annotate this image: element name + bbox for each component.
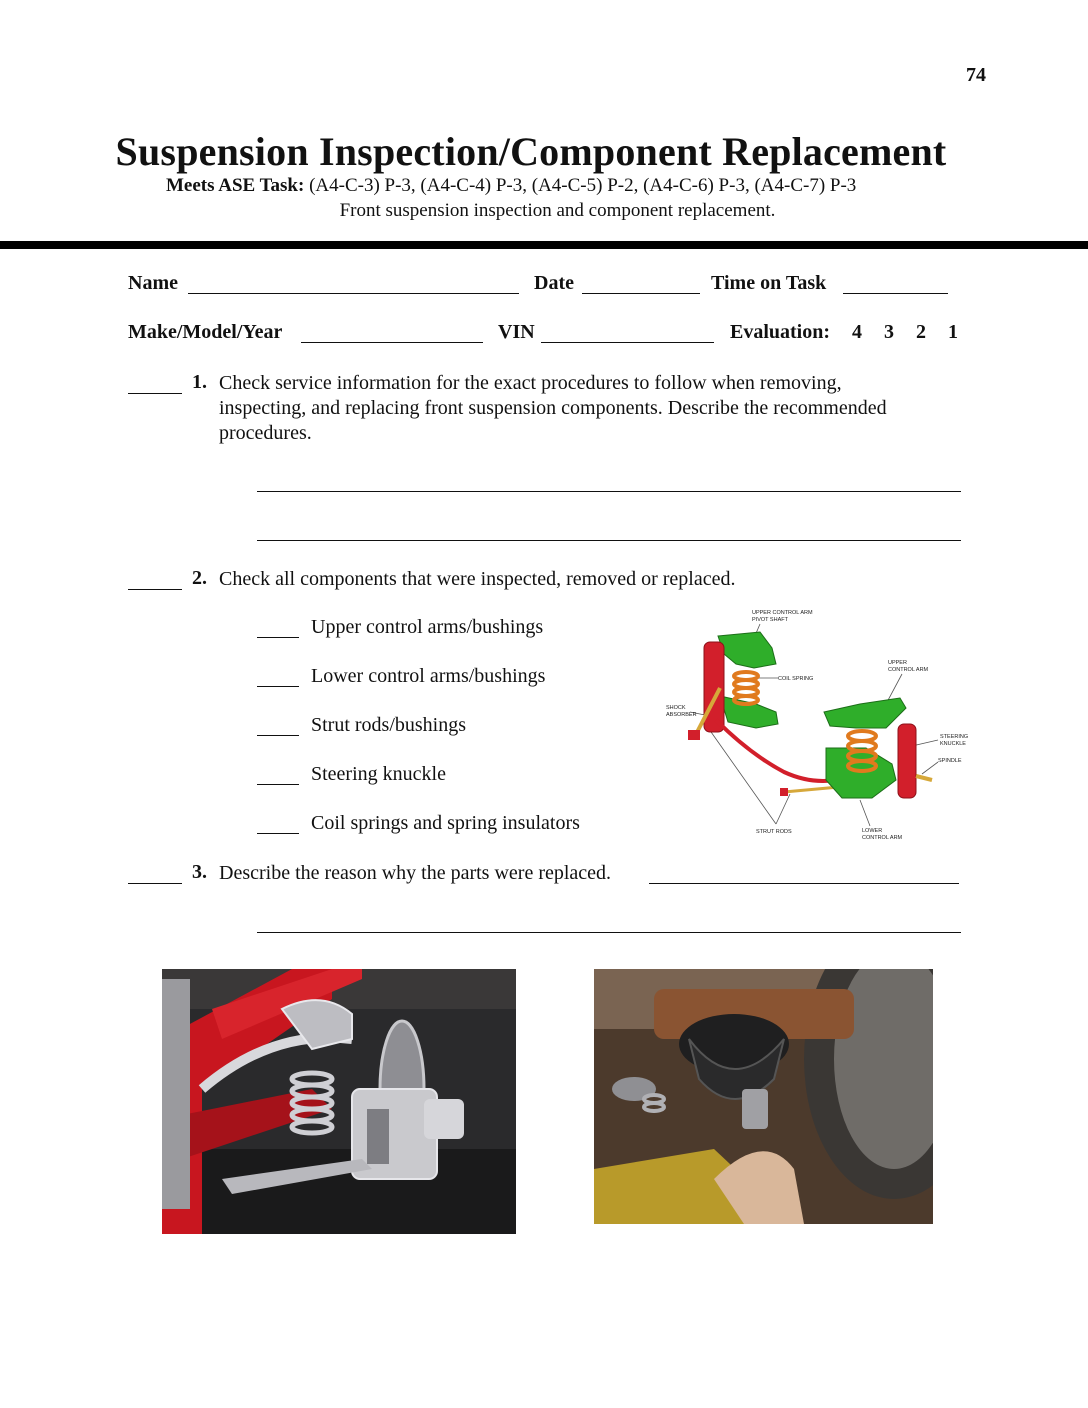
evaluation-label: Evaluation:: [730, 321, 831, 343]
ase-task-line: [166, 175, 856, 197]
ase-task-label: Meets ASE Task:: [166, 175, 305, 196]
diagram-label-upper-arm-2: CONTROL ARM: [888, 667, 929, 673]
q1-line-1: Check service information for the exact procedures to follow when removing,: [219, 372, 842, 394]
name-field[interactable]: [188, 293, 519, 294]
diagram-label-shock-2: ABSORBER: [666, 712, 697, 718]
diagram-label-knuckle: STEERING: [940, 734, 969, 740]
evaluation-score-4[interactable]: 4: [852, 321, 862, 343]
component-check-blank[interactable]: [257, 833, 299, 834]
q2-check-blank[interactable]: [128, 589, 182, 590]
make-model-year-field[interactable]: [301, 342, 483, 343]
time-on-task-field[interactable]: [843, 293, 948, 294]
q1-line-2: inspecting, and replacing front suspension components. Describe the recommended: [219, 397, 887, 419]
component-check-blank[interactable]: [257, 735, 299, 736]
diagram-label-spindle: SPINDLE: [938, 758, 962, 764]
name-label: Name: [128, 272, 178, 294]
q3-answer-line-2[interactable]: [257, 932, 961, 933]
diagram-label-knuckle-2: KNUCKLE: [940, 741, 966, 747]
ase-task-codes: (A4-C-3) P-3, (A4-C-4) P-3, (A4-C-5) P-2, (A4-C-6) P-3, (A4-C-7) P-3: [309, 175, 857, 196]
diagram-label-strut-rods: STRUT RODS: [756, 829, 792, 835]
page-subtitle: Front suspension inspection and component replacement.: [339, 200, 776, 221]
left-suspension-assembly: [688, 632, 778, 740]
time-on-task-label: Time on Task: [711, 272, 827, 294]
diagram-label-upper-arm: UPPER: [888, 660, 907, 666]
evaluation-score-3[interactable]: 3: [884, 321, 894, 343]
q1-answer-line-1[interactable]: [257, 491, 961, 492]
q3-text: Describe the reason why the parts were replaced.: [219, 862, 612, 884]
date-label: Date: [534, 272, 574, 294]
component-check-blank[interactable]: [257, 637, 299, 638]
q2-number: 2.: [192, 567, 207, 589]
header-divider: [0, 241, 1088, 249]
vin-field[interactable]: [541, 342, 714, 343]
component-check-blank[interactable]: [257, 686, 299, 687]
q3-answer-line-1[interactable]: [649, 883, 959, 884]
component-item: Lower control arms/bushings: [311, 665, 546, 687]
suspension-photo-ball-joint: [594, 969, 933, 1224]
component-item: Coil springs and spring insulators: [311, 812, 580, 834]
page-title: Suspension Inspection/Component Replacement: [115, 129, 947, 174]
q3-number: 3.: [192, 861, 207, 883]
diagram-label-coil-spring: COIL SPRING: [778, 676, 814, 682]
evaluation-score-2[interactable]: 2: [916, 321, 926, 343]
suspension-diagram: [660, 604, 976, 844]
q3-check-blank[interactable]: [128, 883, 182, 884]
q1-text: [219, 371, 887, 446]
date-field[interactable]: [582, 293, 700, 294]
evaluation-score-1[interactable]: 1: [948, 321, 958, 343]
q2-text: Check all components that were inspected, removed or replaced.: [219, 568, 736, 590]
diagram-label-upper-pivot: UPPER CONTROL ARM: [752, 610, 813, 616]
component-check-blank[interactable]: [257, 784, 299, 785]
diagram-label-lower-arm: LOWER: [862, 828, 883, 834]
component-item: Steering knuckle: [311, 763, 446, 785]
make-model-year-label: Make/Model/Year: [128, 321, 283, 343]
q1-answer-line-2[interactable]: [257, 540, 961, 541]
diagram-label-lower-arm-2: CONTROL ARM: [862, 835, 903, 841]
q1-check-blank[interactable]: [128, 393, 182, 394]
page-number: 74: [966, 64, 986, 86]
vin-label: VIN: [498, 321, 535, 343]
component-item: Strut rods/bushings: [311, 714, 467, 736]
q1-line-3: procedures.: [219, 422, 312, 444]
diagram-label-upper-pivot-2: PIVOT SHAFT: [752, 617, 788, 623]
suspension-photo-front-assembly: [162, 969, 516, 1234]
component-item: Upper control arms/bushings: [311, 616, 544, 638]
right-suspension-assembly: [824, 698, 932, 798]
diagram-label-shock: SHOCK: [666, 705, 686, 711]
q1-number: 1.: [192, 371, 207, 393]
